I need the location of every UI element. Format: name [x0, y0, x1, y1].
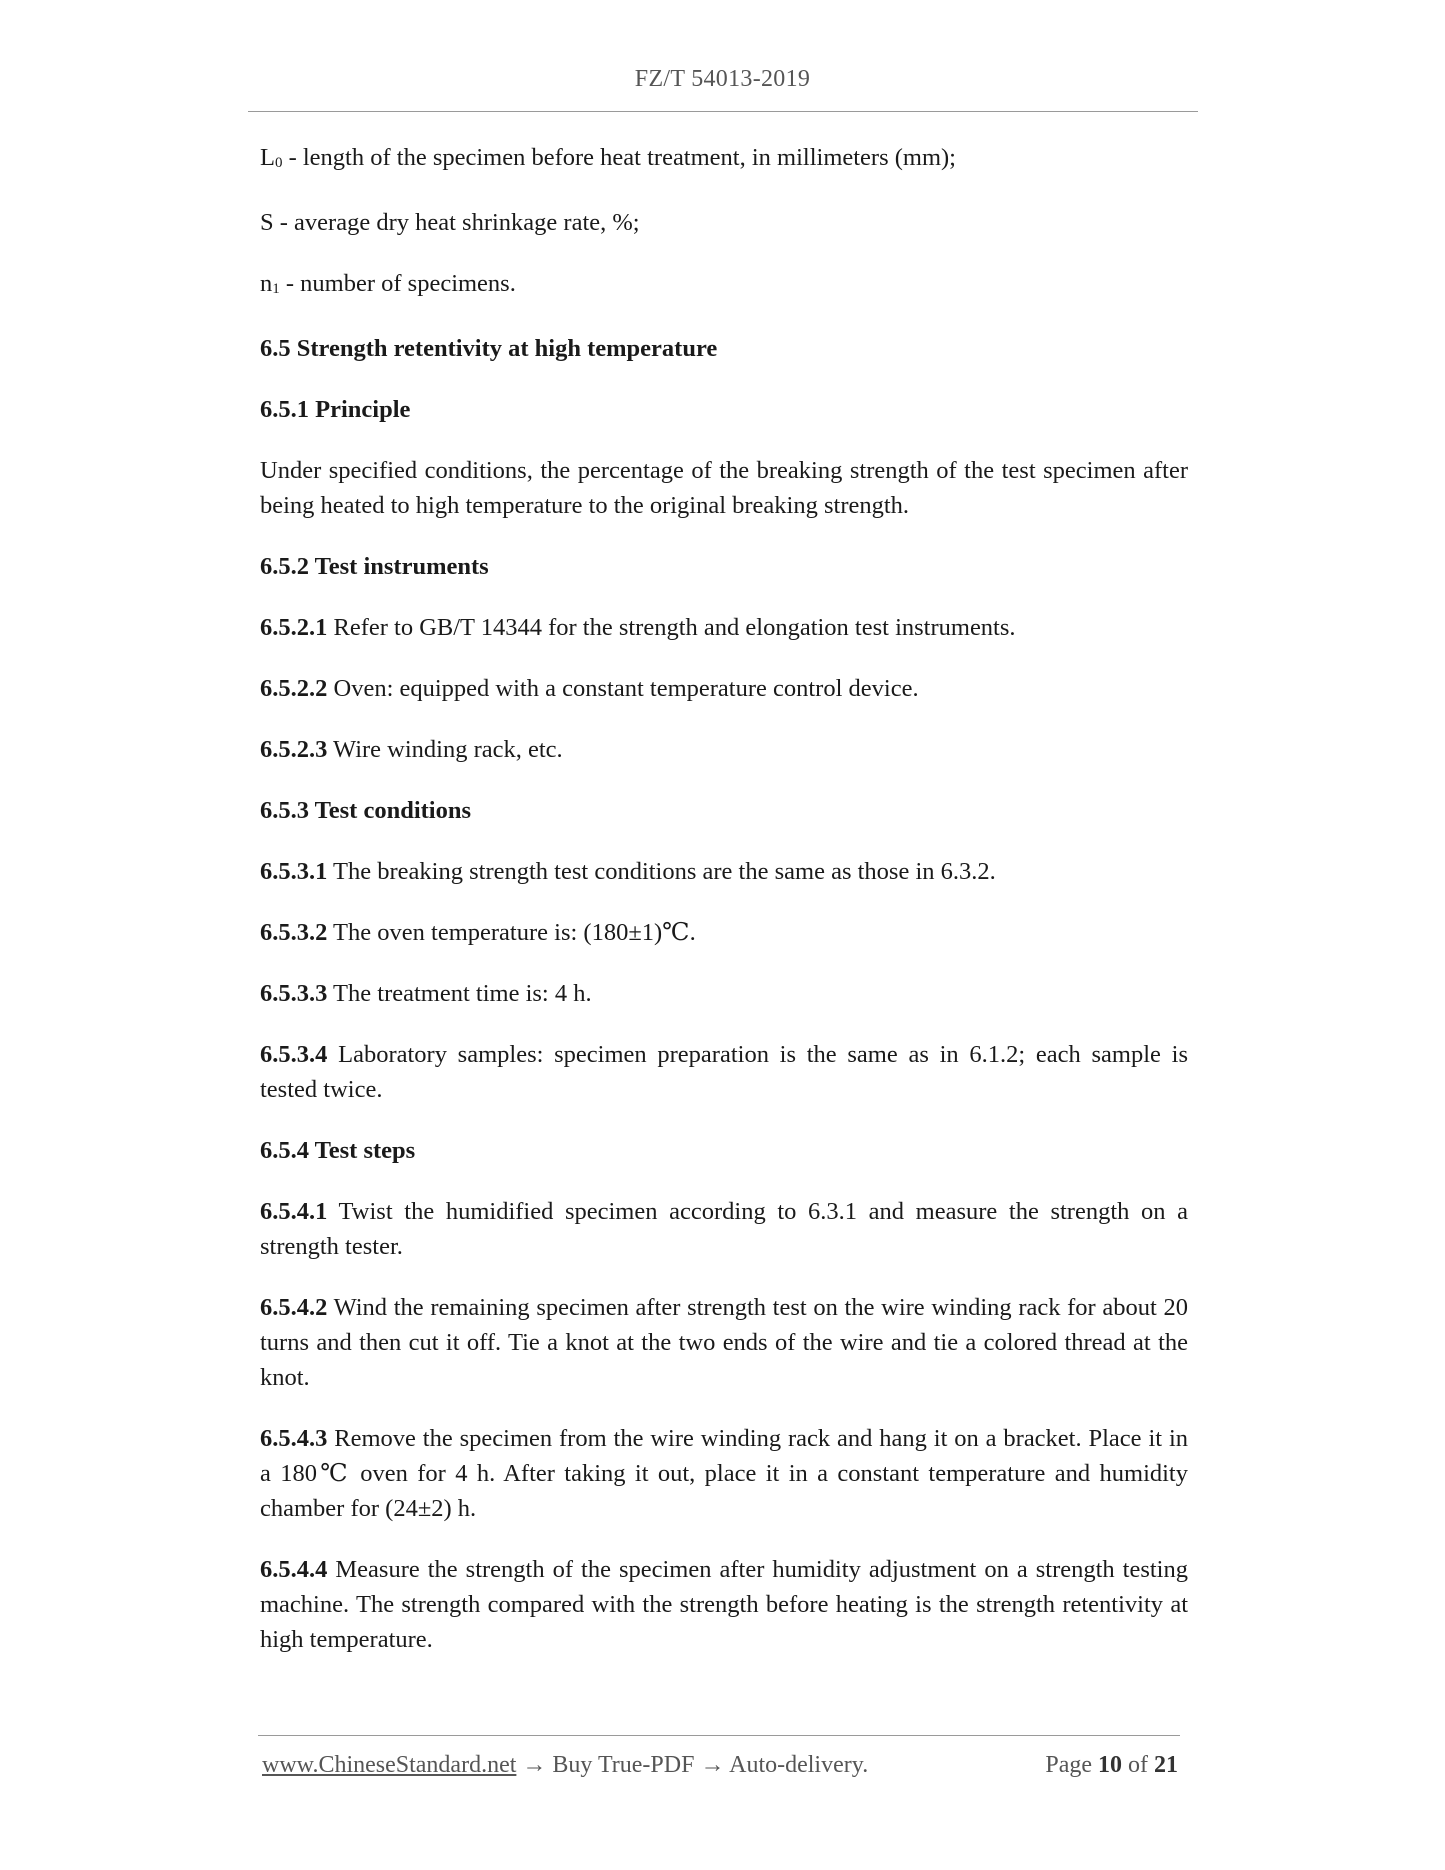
clause-text: The treatment time is: 4 h.: [327, 980, 592, 1007]
footer-divider: [258, 1735, 1180, 1736]
definition-s: [260, 205, 1188, 240]
standard-code-header: FZ/T 54013-2019: [634, 66, 811, 92]
document-body: [260, 140, 1188, 1683]
subscript-0: 0: [274, 155, 283, 171]
clause-text: The oven temperature is: (180±1)℃.: [327, 919, 696, 946]
clause-number: 6.5.4.3: [260, 1425, 328, 1452]
symbol-n: n: [260, 270, 273, 297]
clause-number: 6.5.2.3: [260, 736, 328, 763]
clause-text: Measure the strength of the specimen after humidity adjustment on a strength testing machine. The strength compared with the strength before heating is the strength retentivity at high temperature.: [260, 1556, 1188, 1653]
clause-number: 6.5.4.4: [260, 1556, 328, 1583]
section-heading-6-5-2: 6.5.2 Test instruments: [260, 553, 489, 580]
definition-text: - number of specimens.: [279, 270, 516, 297]
clause-6-5-4-1: [260, 1194, 1188, 1264]
clause-number: 6.5.3.4: [260, 1041, 328, 1068]
clause-text: Wire winding rack, etc.: [327, 736, 563, 763]
footer-promo: [262, 1752, 868, 1779]
clause-number: 6.5.4.1: [260, 1198, 328, 1225]
clause-number: 6.5.2.2: [260, 675, 328, 702]
clause-6-5-4-3: [260, 1421, 1188, 1526]
clause-number: 6.5.3.1: [260, 858, 328, 885]
current-page: 10: [1098, 1752, 1122, 1778]
clause-6-5-3-3: [260, 976, 1188, 1011]
header-divider: [248, 111, 1198, 112]
clause-text: The breaking strength test conditions are the same as those in 6.3.2.: [327, 858, 996, 885]
footer-promo-text: → Buy True-PDF → Auto-delivery.: [516, 1752, 869, 1778]
clause-text: Wind the remaining specimen after strength test on the wire winding rack for about 20 turns and then cut it off. Tie a knot at the two ends of the wire and tie a colored thread at the knot.: [260, 1294, 1188, 1391]
clause-6-5-4-4: [260, 1552, 1188, 1657]
subscript-1: 1: [272, 281, 280, 297]
clause-text: Twist the humidified specimen according to 6.3.1 and measure the strength on a strength tester.: [260, 1198, 1188, 1260]
clause-6-5-2-3: [260, 732, 1188, 767]
website-link[interactable]: www.ChineseStandard.net: [262, 1752, 517, 1778]
principle-paragraph: Under specified conditions, the percentage of the breaking strength of the test specimen after being heated to high temperature to the original breaking strength.: [260, 457, 1188, 519]
section-heading-6-5-3: 6.5.3 Test conditions: [260, 797, 472, 824]
clause-6-5-4-2: [260, 1290, 1188, 1395]
clause-text: Laboratory samples: specimen preparation is the same as in 6.1.2; each sample is tested twice.: [260, 1041, 1188, 1103]
definition-text: - length of the specimen before heat treatment, in millimeters (mm);: [282, 144, 956, 171]
clause-text: Remove the specimen from the wire winding rack and hang it on a bracket. Place it in a 180℃ oven for 4 h. After taking it out, place it in a constant temperature and humidity chamber for (24±2) h.: [260, 1425, 1188, 1522]
total-pages: 21: [1154, 1752, 1178, 1778]
definition-text: - average dry heat shrinkage rate, %;: [273, 209, 640, 236]
clause-6-5-2-1: [260, 610, 1188, 645]
definition-l0: [260, 140, 1188, 179]
clause-text: Oven: equipped with a constant temperature control device.: [327, 675, 919, 702]
clause-number: 6.5.4.2: [260, 1294, 328, 1321]
section-heading-6-5-4: 6.5.4 Test steps: [260, 1137, 416, 1164]
section-heading-6-5-1: 6.5.1 Principle: [260, 396, 411, 423]
clause-6-5-3-1: [260, 854, 1188, 889]
section-heading-6-5: 6.5 Strength retentivity at high temperature: [260, 335, 718, 362]
symbol-s: S: [260, 209, 274, 236]
clause-number: 6.5.3.2: [260, 919, 328, 946]
clause-6-5-2-2: [260, 671, 1188, 706]
clause-6-5-3-2: [260, 915, 1188, 950]
definition-n1: [260, 266, 1188, 305]
page-footer: [262, 1752, 1178, 1788]
clause-number: 6.5.3.3: [260, 980, 328, 1007]
clause-text: Refer to GB/T 14344 for the strength and elongation test instruments.: [327, 614, 1016, 641]
clause-number: 6.5.2.1: [260, 614, 328, 641]
page-label: Page: [1045, 1752, 1098, 1778]
page-of-label: of: [1122, 1752, 1154, 1778]
page-number: [1045, 1752, 1178, 1779]
symbol-l: L: [260, 144, 275, 171]
clause-6-5-3-4: [260, 1037, 1188, 1107]
